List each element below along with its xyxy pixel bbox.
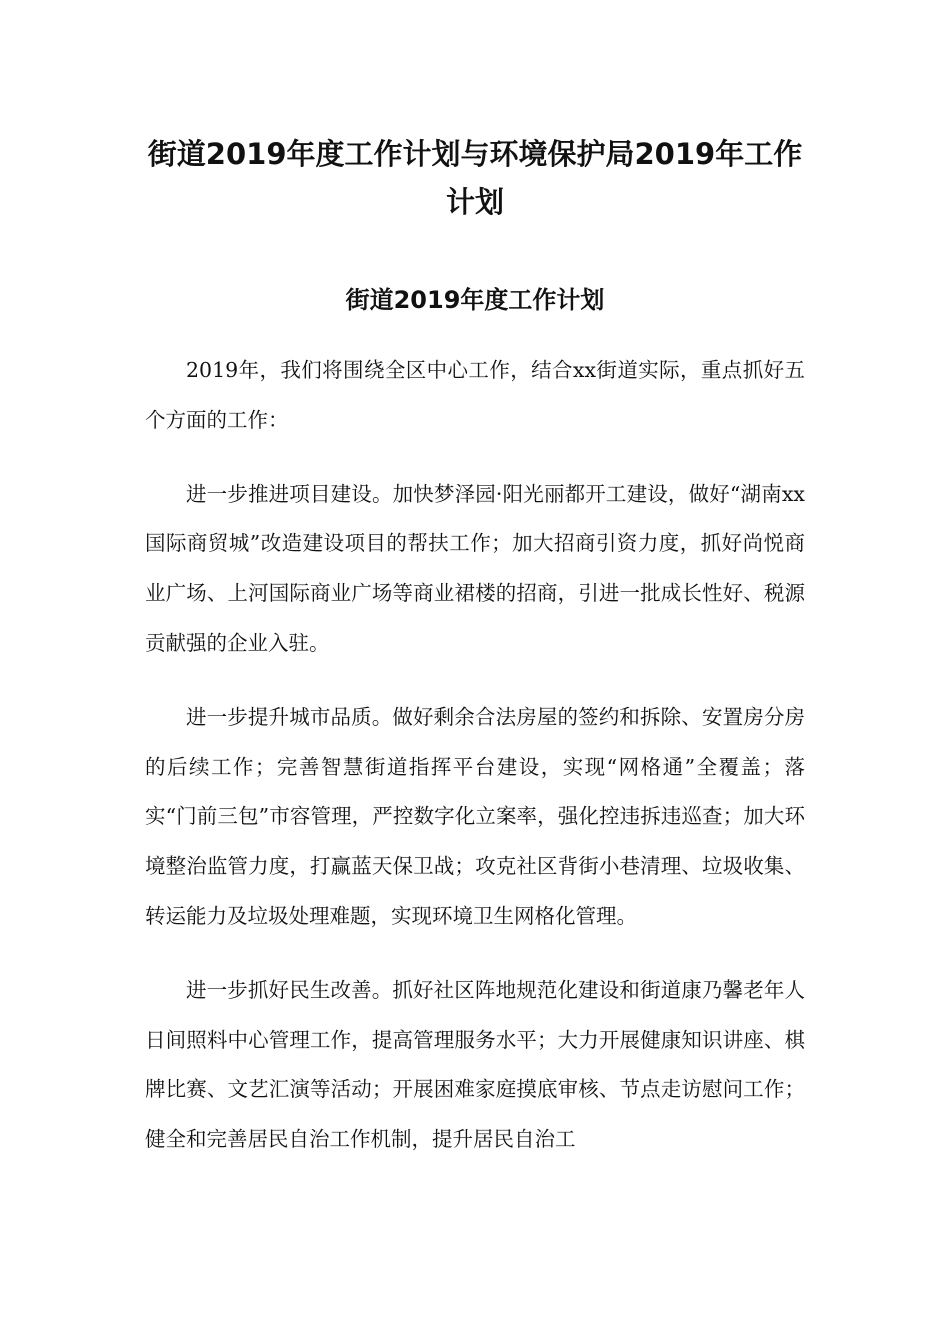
- paragraph-livelihood: 进一步抓好民生改善。抓好社区阵地规范化建设和街道康乃馨老年人日间照料中心管理工作，提高管理服务水平；大力开展健康知识讲座、棋牌比赛、文艺汇演等活动；开展困难家庭摸底审核、节点走访慰问工作；健全和完善居民自治工作机制，提升居民自治工: [145, 977, 805, 1152]
- document-body: [145, 346, 805, 1189]
- paragraph-city-quality: 进一步提升城市品质。做好剩余合法房屋的签约和拆除、安置房分房的后续工作；完善智慧街道指挥平台建设，实现“网格通”全覆盖；落实“门前三包”市容管理，严控数字化立案率，强化控违拆违巡查；加大环境整治监管力度，打赢蓝天保卫战；攻克社区背街小巷清理、垃圾收集、转运能力及垃圾处理难题，实现环境卫生网格化管理。: [145, 704, 805, 928]
- document-title: 街道2019年度工作计划与环境保护局2019年工作计划: [147, 137, 803, 219]
- section-title: 街道2019年度工作计划: [345, 286, 605, 314]
- paragraph-project-construction: 进一步推进项目建设。加快梦泽园·阳光丽都开工建设，做好“湖南xx国际商贸城”改造建设项目的帮扶工作；加大招商引资力度，抓好尚悦商业广场、上河国际商业广场等商业裙楼的招商，引进一批成长性好、税源贡献强的企业入驻。: [145, 481, 805, 655]
- paragraph-intro: 2019年，我们将围绕全区中心工作，结合xx街道实际，重点抓好五个方面的工作：: [145, 358, 805, 432]
